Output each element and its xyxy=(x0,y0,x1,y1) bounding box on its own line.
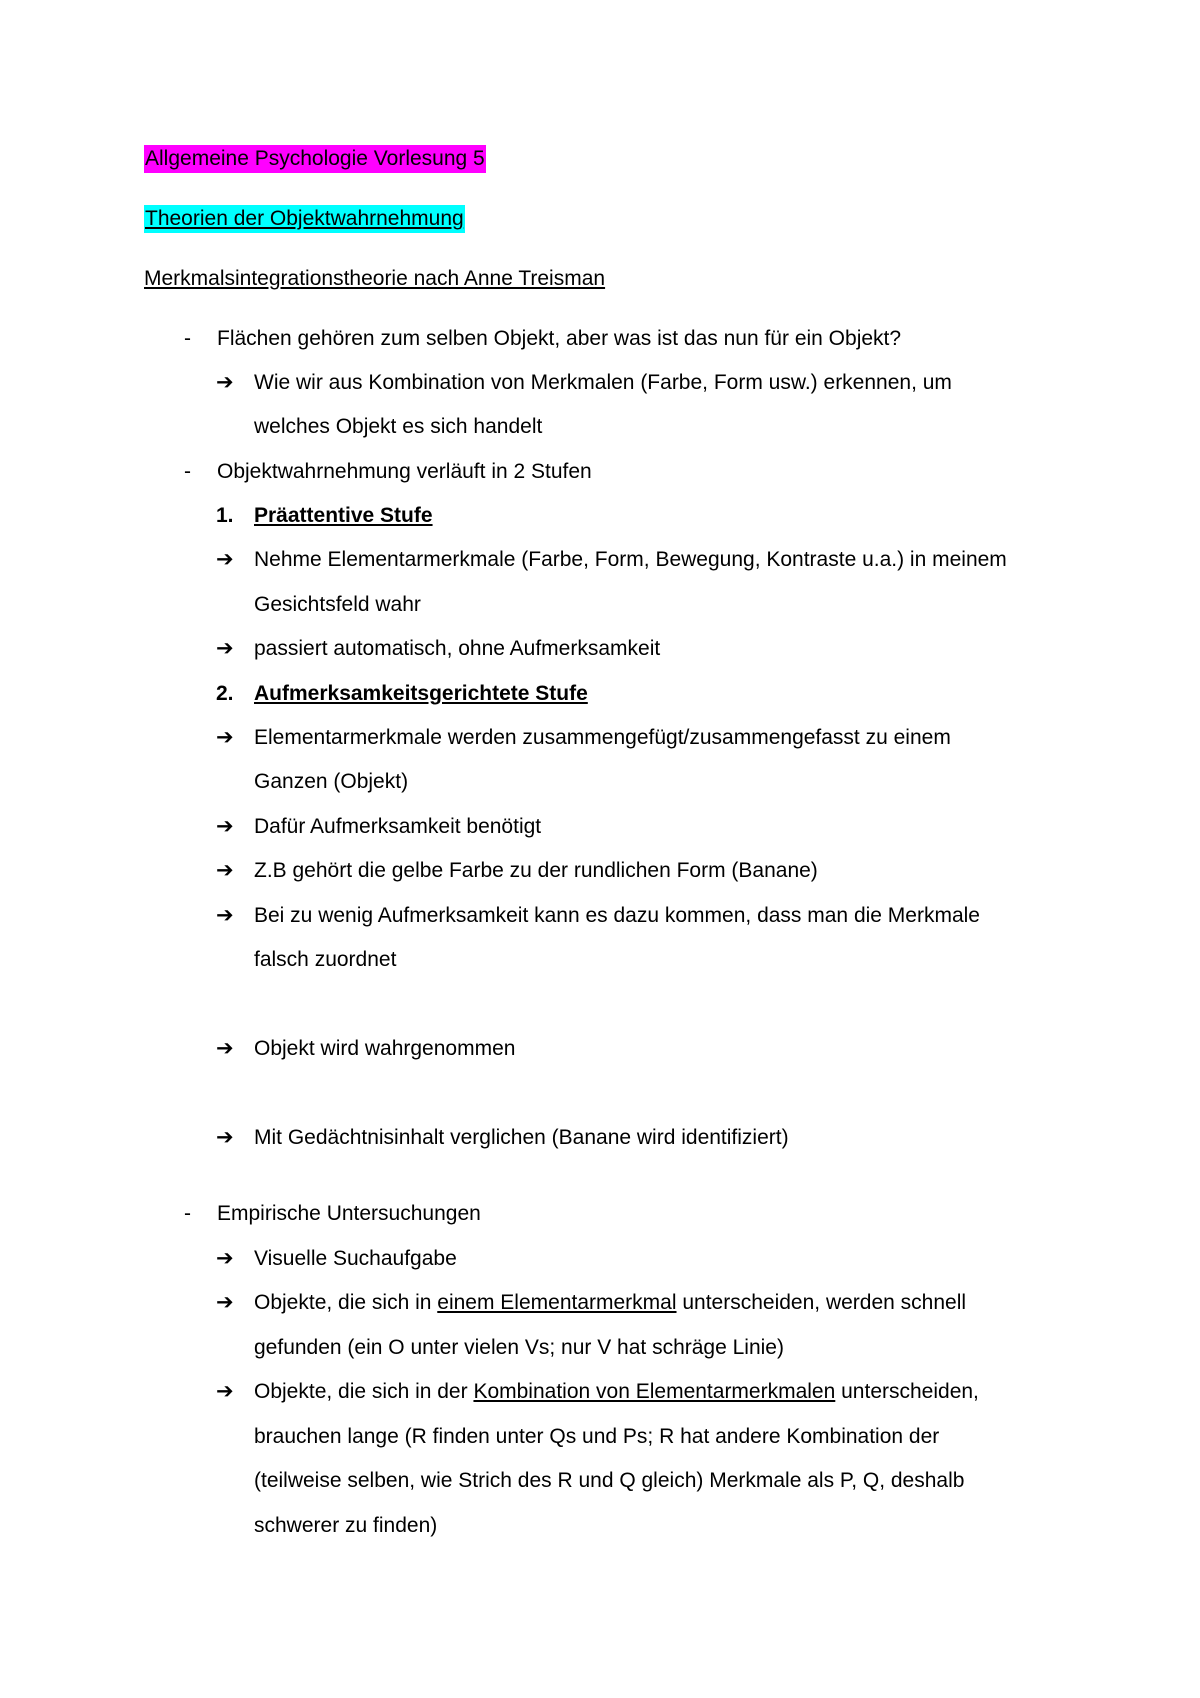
step-label: Aufmerksamkeitsgerichtete Stufe xyxy=(254,682,588,705)
arrow-text: Dafür Aufmerksamkeit benötigt xyxy=(254,815,542,838)
arrow-text: falsch zuordnet xyxy=(254,948,397,971)
text-segment: unterscheiden, werden schnell xyxy=(676,1291,967,1314)
arrow-icon: ➔ xyxy=(216,726,234,749)
step-number: 2. xyxy=(216,682,234,705)
step-label: Präattentive Stufe xyxy=(254,504,433,527)
arrow-text: Mit Gedächtnisinhalt verglichen (Banane wird identifiziert) xyxy=(254,1126,789,1149)
document-title: Allgemeine Psychologie Vorlesung 5 xyxy=(144,145,486,173)
arrow-text: gefunden (ein O unter vielen Vs; nur V hat schräge Linie) xyxy=(254,1336,784,1359)
arrow-icon: ➔ xyxy=(216,904,234,927)
step-number: 1. xyxy=(216,504,234,527)
arrow-text: (teilweise selben, wie Strich des R und Q gleich) Merkmale als P, Q, deshalb xyxy=(254,1469,965,1492)
arrow-text: Objekt wird wahrgenommen xyxy=(254,1037,516,1060)
arrow-text: schwerer zu finden) xyxy=(254,1514,438,1537)
arrow-icon: ➔ xyxy=(216,548,234,571)
arrow-text: Z.B gehört die gelbe Farbe zu der rundlichen Form (Banane) xyxy=(254,859,818,882)
arrow-icon: ➔ xyxy=(216,1291,234,1314)
arrow-text: Nehme Elementarmerkmale (Farbe, Form, Bewegung, Kontraste u.a.) in meinem xyxy=(254,548,1007,571)
subsection-heading: Merkmalsintegrationstheorie nach Anne Treisman xyxy=(144,267,606,290)
underlined-term: einem Elementarmerkmal xyxy=(437,1291,677,1314)
dash-marker: - xyxy=(184,327,191,350)
section-title: Theorien der Objektwahrnehmung xyxy=(144,205,465,233)
arrow-icon: ➔ xyxy=(216,637,234,660)
arrow-text: Elementarmerkmale werden zusammengefügt/zusammengefasst zu einem xyxy=(254,726,951,749)
arrow-text xyxy=(254,1289,966,1317)
text-segment: unterscheiden, xyxy=(835,1380,979,1403)
text-segment: Objekte, die sich in der xyxy=(254,1380,474,1403)
arrow-icon: ➔ xyxy=(216,859,234,882)
arrow-icon: ➔ xyxy=(216,1380,234,1403)
arrow-icon: ➔ xyxy=(216,1037,234,1060)
text-segment: Objekte, die sich in xyxy=(254,1291,438,1314)
arrow-icon: ➔ xyxy=(216,1126,234,1149)
dash-marker: - xyxy=(184,1202,191,1225)
arrow-text: Wie wir aus Kombination von Merkmalen (Farbe, Form usw.) erkennen, um xyxy=(254,371,952,394)
bullet-text: Empirische Untersuchungen xyxy=(217,1202,481,1225)
arrow-text: Ganzen (Objekt) xyxy=(254,770,409,793)
arrow-text: Gesichtsfeld wahr xyxy=(254,593,421,616)
arrow-text xyxy=(254,1378,979,1406)
arrow-text: Visuelle Suchaufgabe xyxy=(254,1247,457,1270)
arrow-text: Bei zu wenig Aufmerksamkeit kann es dazu kommen, dass man die Merkmale xyxy=(254,904,980,927)
bullet-text: Flächen gehören zum selben Objekt, aber was ist das nun für ein Objekt? xyxy=(217,327,902,350)
arrow-icon: ➔ xyxy=(216,1247,234,1270)
arrow-text: brauchen lange (R finden unter Qs und Ps; R hat andere Kombination der xyxy=(254,1425,940,1448)
underlined-term: Kombination von Elementarmerkmalen xyxy=(473,1380,836,1403)
dash-marker: - xyxy=(184,460,191,483)
arrow-text: welches Objekt es sich handelt xyxy=(254,415,543,438)
arrow-text: passiert automatisch, ohne Aufmerksamkeit xyxy=(254,637,661,660)
arrow-icon: ➔ xyxy=(216,371,234,394)
arrow-icon: ➔ xyxy=(216,815,234,838)
bullet-text: Objektwahrnehmung verläuft in 2 Stufen xyxy=(217,460,592,483)
